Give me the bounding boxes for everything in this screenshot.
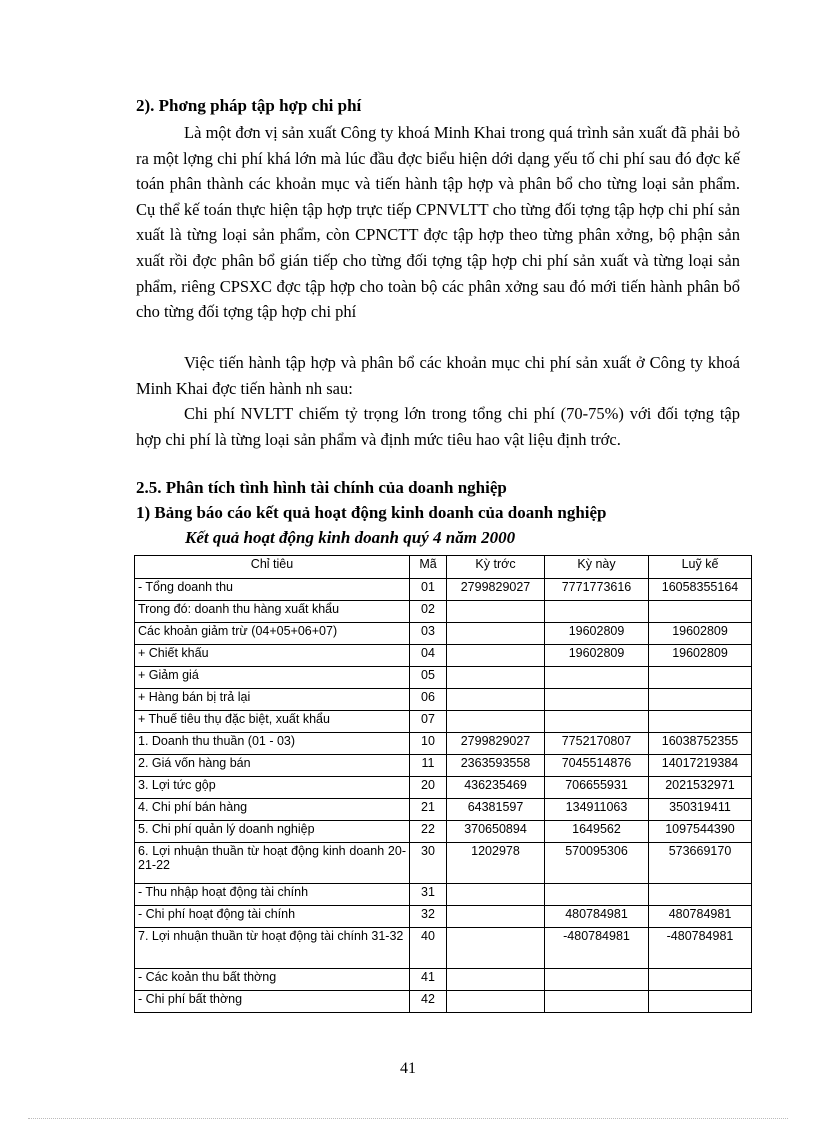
table-row: [135, 969, 752, 991]
row-current-value: [545, 884, 649, 906]
row-label: - Các koản thu bất thờng: [135, 969, 410, 991]
table-row: [135, 645, 752, 667]
row-previous-value: [447, 991, 545, 1013]
row-current-value: 1649562: [545, 821, 649, 843]
row-label: 7. Lợi nhuận thuần từ hoạt động tài chính 31-32: [135, 928, 410, 969]
header-code: Mã: [410, 556, 447, 579]
row-current-value: [545, 601, 649, 623]
table-row: [135, 843, 752, 884]
row-current-value: 134911063: [545, 799, 649, 821]
row-cumulative-value: [649, 601, 752, 623]
row-current-value: [545, 689, 649, 711]
header-cumulative: Luỹ kế: [649, 556, 752, 579]
results-table: [134, 555, 752, 1013]
row-cumulative-value: [649, 667, 752, 689]
row-code: 02: [410, 601, 447, 623]
row-cumulative-value: 573669170: [649, 843, 752, 884]
row-previous-value: [447, 928, 545, 969]
header-indicator: Chỉ tiêu: [135, 556, 410, 579]
row-cumulative-value: 16038752355: [649, 733, 752, 755]
row-cumulative-value: 2021532971: [649, 777, 752, 799]
row-previous-value: 2799829027: [447, 579, 545, 601]
table-row: [135, 667, 752, 689]
row-current-value: 570095306: [545, 843, 649, 884]
row-code: 30: [410, 843, 447, 884]
table-row: [135, 755, 752, 777]
row-label: + Chiết khấu: [135, 645, 410, 667]
row-previous-value: 64381597: [447, 799, 545, 821]
row-label: - Chi phí bất thờng: [135, 991, 410, 1013]
row-cumulative-value: -480784981: [649, 928, 752, 969]
page-number: 41: [400, 1060, 416, 1077]
row-label: 3. Lợi tức gộp: [135, 777, 410, 799]
row-cumulative-value: 1097544390: [649, 821, 752, 843]
page-bottom-divider: [28, 1118, 788, 1119]
row-code: 05: [410, 667, 447, 689]
row-code: 31: [410, 884, 447, 906]
row-cumulative-value: 14017219384: [649, 755, 752, 777]
row-current-value: [545, 711, 649, 733]
row-label: - Tổng doanh thu: [135, 579, 410, 601]
row-code: 01: [410, 579, 447, 601]
table-row: [135, 799, 752, 821]
row-current-value: 19602809: [545, 623, 649, 645]
row-previous-value: [447, 711, 545, 733]
header-previous-period: Kỳ trớc: [447, 556, 545, 579]
row-cumulative-value: 16058355164: [649, 579, 752, 601]
row-previous-value: [447, 645, 545, 667]
row-label: Trong đó: doanh thu hàng xuất khẩu: [135, 601, 410, 623]
row-cumulative-value: [649, 711, 752, 733]
row-code: 32: [410, 906, 447, 928]
row-current-value: 480784981: [545, 906, 649, 928]
paragraph-1-text: Là một đơn vị sản xuất Công ty khoá Minh Khai trong quá trình sản xuất đã phải bỏ ra một lợng chi phí khá lớn mà lúc đầu đợc biểu hiện dới dạng yếu tố chi phí sau đó đợc kế toán phân thành các khoản mục và tiến hành tập hợp và phân bổ cho từng loại sản phẩm. Cụ thể kế toán thực hiện tập hợp trực tiếp CPNVLTT cho từng đối tợng tập hợp chi phí sản xuất là từng loại sản phẩm, còn CPNCTT đợc tập hợp theo từng phân xởng, bộ phận sản xuất rồi đợc phân bổ gián tiếp cho từng đối tợng tập hợp chi phí sản xuất và từng loại sản phẩm, riêng CPSXC đợc tập hợp cho toàn bộ các phân xởng sau đó mới tiến hành phân bổ cho từng đối tợng tập hợp chi phí: [136, 123, 740, 322]
row-previous-value: [447, 884, 545, 906]
row-current-value: 7045514876: [545, 755, 649, 777]
row-cumulative-value: 350319411: [649, 799, 752, 821]
row-code: 40: [410, 928, 447, 969]
row-label: - Thu nhập hoạt động tài chính: [135, 884, 410, 906]
row-current-value: -480784981: [545, 928, 649, 969]
row-cumulative-value: 19602809: [649, 623, 752, 645]
table-row: [135, 884, 752, 906]
table-row: [135, 623, 752, 645]
row-previous-value: [447, 906, 545, 928]
row-previous-value: 370650894: [447, 821, 545, 843]
row-code: 06: [410, 689, 447, 711]
row-current-value: [545, 991, 649, 1013]
table-row: [135, 601, 752, 623]
row-code: 42: [410, 991, 447, 1013]
table-row: [135, 733, 752, 755]
row-previous-value: [447, 601, 545, 623]
row-cumulative-value: [649, 689, 752, 711]
row-label: 2. Giá vốn hàng bán: [135, 755, 410, 777]
paragraph-3: [136, 401, 740, 452]
row-previous-value: 2799829027: [447, 733, 545, 755]
row-previous-value: [447, 689, 545, 711]
heading-report-table: 1) Bảng báo cáo kết quả hoạt động kinh doanh của doanh nghiệp: [136, 503, 607, 522]
table-header-row: [135, 556, 752, 579]
row-code: 04: [410, 645, 447, 667]
row-previous-value: 2363593558: [447, 755, 545, 777]
table-row: [135, 777, 752, 799]
row-label: 4. Chi phí bán hàng: [135, 799, 410, 821]
row-cumulative-value: [649, 884, 752, 906]
table-row: [135, 991, 752, 1013]
row-label: + Thuế tiêu thụ đặc biệt, xuất khẩu: [135, 711, 410, 733]
row-label: + Hàng bán bị trả lại: [135, 689, 410, 711]
table-row: [135, 689, 752, 711]
row-current-value: 7771773616: [545, 579, 649, 601]
row-previous-value: [447, 623, 545, 645]
row-previous-value: [447, 969, 545, 991]
row-current-value: 7752170807: [545, 733, 649, 755]
row-cumulative-value: 19602809: [649, 645, 752, 667]
table-caption: Kết quả hoạt động kinh doanh quý 4 năm 2000: [185, 528, 516, 547]
paragraph-1: [136, 120, 740, 325]
row-previous-value: 436235469: [447, 777, 545, 799]
row-cumulative-value: [649, 991, 752, 1013]
row-current-value: 706655931: [545, 777, 649, 799]
section-title: 2). Phơng pháp tập hợp chi phí: [136, 96, 362, 115]
paragraph-3-text: Chi phí NVLTT chiếm tỷ trọng lớn trong tổng chi phí (70-75%) với đối tợng tập hợp chi phí là từng loại sản phẩm và định mức tiêu hao vật liệu định trớc.: [136, 404, 740, 449]
row-label: - Chi phí hoạt động tài chính: [135, 906, 410, 928]
row-previous-value: [447, 667, 545, 689]
row-label: 1. Doanh thu thuần (01 - 03): [135, 733, 410, 755]
table-row: [135, 928, 752, 969]
row-cumulative-value: 480784981: [649, 906, 752, 928]
table-row: [135, 821, 752, 843]
row-label: Các khoản giảm trừ (04+05+06+07): [135, 623, 410, 645]
row-code: 10: [410, 733, 447, 755]
row-code: 11: [410, 755, 447, 777]
row-code: 41: [410, 969, 447, 991]
paragraph-2: [136, 350, 740, 401]
row-code: 07: [410, 711, 447, 733]
row-label: 5. Chi phí quản lý doanh nghiệp: [135, 821, 410, 843]
row-label: + Giảm giá: [135, 667, 410, 689]
heading-financial-analysis: 2.5. Phân tích tình hình tài chính của doanh nghiệp: [136, 478, 507, 497]
row-current-value: 19602809: [545, 645, 649, 667]
row-cumulative-value: [649, 969, 752, 991]
row-label: 6. Lợi nhuận thuần từ hoạt động kinh doanh 20-21-22: [135, 843, 410, 884]
row-code: 22: [410, 821, 447, 843]
row-current-value: [545, 667, 649, 689]
row-code: 03: [410, 623, 447, 645]
table-row: [135, 579, 752, 601]
header-current-period: Kỳ này: [545, 556, 649, 579]
table-row: [135, 906, 752, 928]
row-code: 20: [410, 777, 447, 799]
table-row: [135, 711, 752, 733]
row-previous-value: 1202978: [447, 843, 545, 884]
paragraph-2-text: Việc tiến hành tập hợp và phân bổ các khoản mục chi phí sản xuất ở Công ty khoá Minh Khai đợc tiến hành nh sau:: [136, 353, 740, 398]
table-body: [135, 579, 752, 1013]
row-current-value: [545, 969, 649, 991]
row-code: 21: [410, 799, 447, 821]
